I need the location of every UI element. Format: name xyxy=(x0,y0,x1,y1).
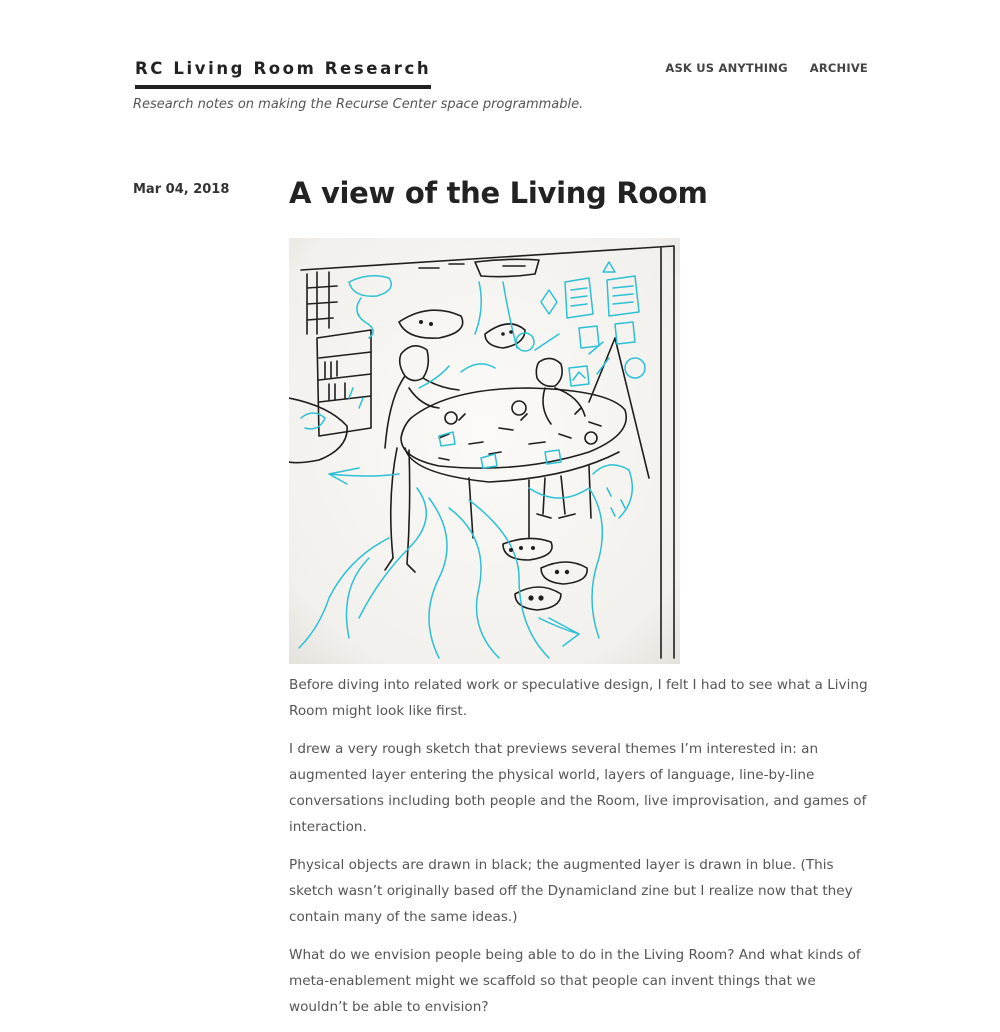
post-body xyxy=(289,672,874,1032)
post-paragraph: I drew a very rough sketch that previews several themes I’m interested in: an augmented layer entering the physical world, layers of language, line-by-line conversations including both people and the Room, live improvisation, and games of interaction. xyxy=(289,741,867,835)
site-title-link[interactable]: RC Living Room Research xyxy=(135,58,431,89)
post-paragraph: What do we envision people being able to do in the Living Room? And what kinds of meta-enablement might we scaffold so that people can invent things that we wouldn’t be able to envision? xyxy=(289,947,861,1015)
main-nav xyxy=(665,61,868,75)
living-room-sketch-image xyxy=(289,238,680,664)
post-paragraph: Before diving into related work or speculative design, I felt I had to see what a Living Room might look like first. xyxy=(289,677,868,719)
post-title: A view of the Living Room xyxy=(289,176,708,210)
nav-ask-us-anything[interactable]: ASK US ANYTHING xyxy=(665,61,788,75)
site-tagline: Research notes on making the Recurse Center space programmable. xyxy=(133,97,584,112)
nav-archive[interactable]: ARCHIVE xyxy=(809,61,868,75)
post-paragraph: Physical objects are drawn in black; the augmented layer is drawn in blue. (This sketch wasn’t originally based off the Dynamicland zine but I realize now that they contain many of the same ideas.) xyxy=(289,857,853,925)
post-date: Mar 04, 2018 xyxy=(133,182,230,197)
